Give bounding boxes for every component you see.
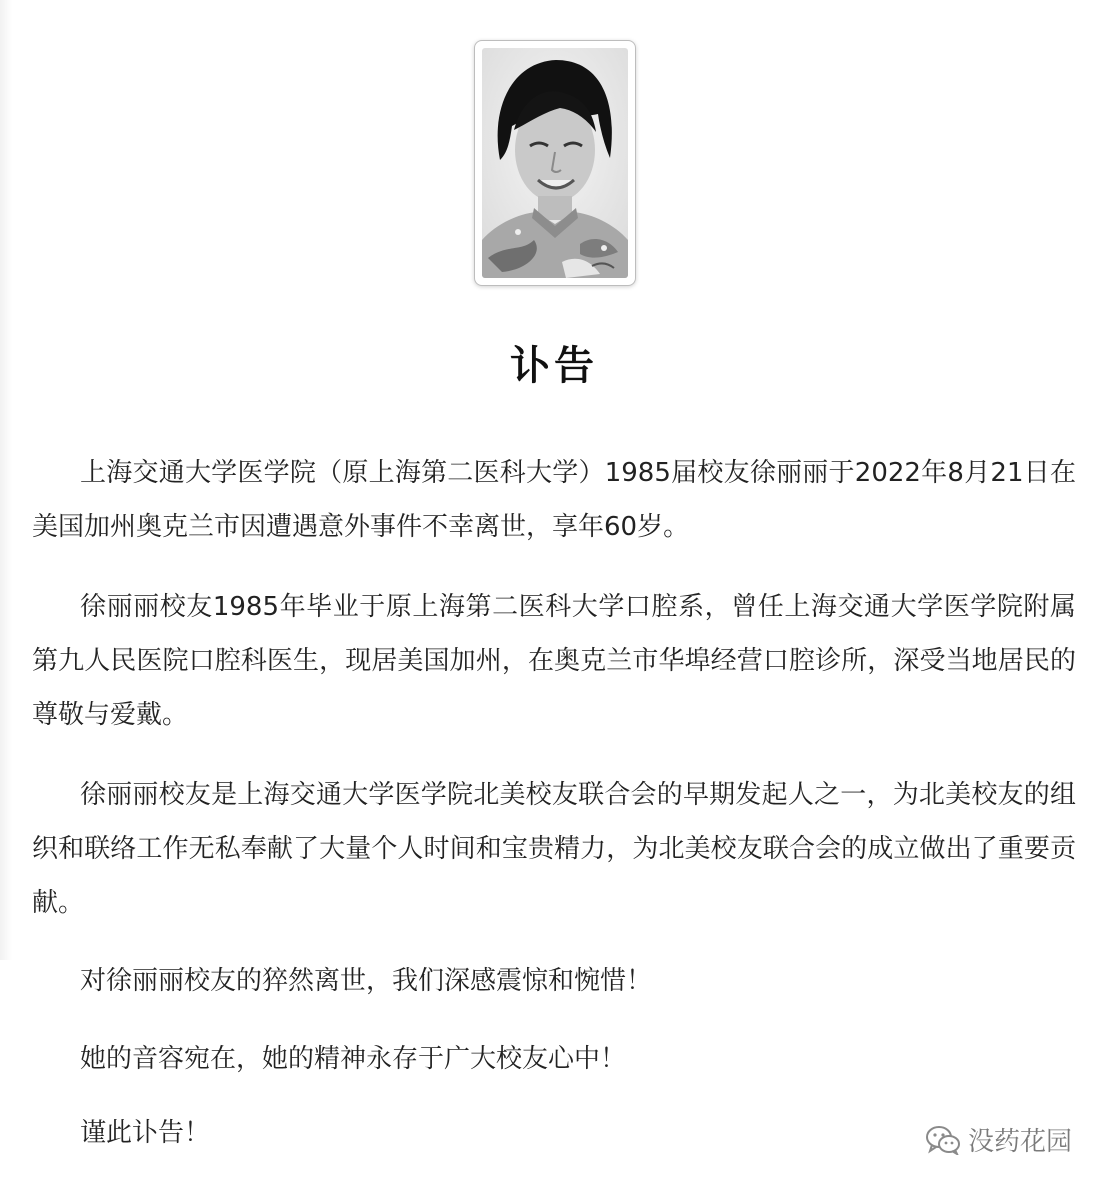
paragraph: 徐丽丽校友1985年毕业于原上海第二医科大学口腔系，曾任上海交通大学医学院附属第九人民医院口腔科医生，现居美国加州，在奥克兰市华埠经营口腔诊所，深受当地居民的尊敬与爱戴。 [32, 592, 1076, 730]
watermark-label: 没药花园 [967, 1127, 1072, 1157]
notice-title: 讣告 [510, 343, 598, 389]
paragraph: 上海交通大学医学院（原上海第二医科大学）1985届校友徐丽丽于2022年8月21日在美国加州奥克兰市因遭遇意外事件不幸离世，享年60岁。 [32, 458, 1076, 542]
portrait-photo [474, 40, 636, 286]
wechat-icon [926, 1125, 960, 1155]
paragraph: 她的音容宛在，她的精神永存于广大校友心中！ [80, 1044, 627, 1074]
portrait-image [482, 48, 628, 278]
watermark [926, 1121, 1072, 1158]
page-edge-shade [0, 0, 12, 960]
paragraph: 徐丽丽校友是上海交通大学医学院北美校友联合会的早期发起人之一，为北美校友的组织和联络工作无私奉献了大量个人时间和宝贵精力，为北美校友联合会的成立做出了重要贡献。 [32, 780, 1076, 918]
paragraph: 谨此讣告！ [80, 1118, 211, 1148]
notice-body [32, 446, 1076, 1160]
paragraph: 对徐丽丽校友的猝然离世，我们深感震惊和惋惜！ [80, 966, 653, 996]
